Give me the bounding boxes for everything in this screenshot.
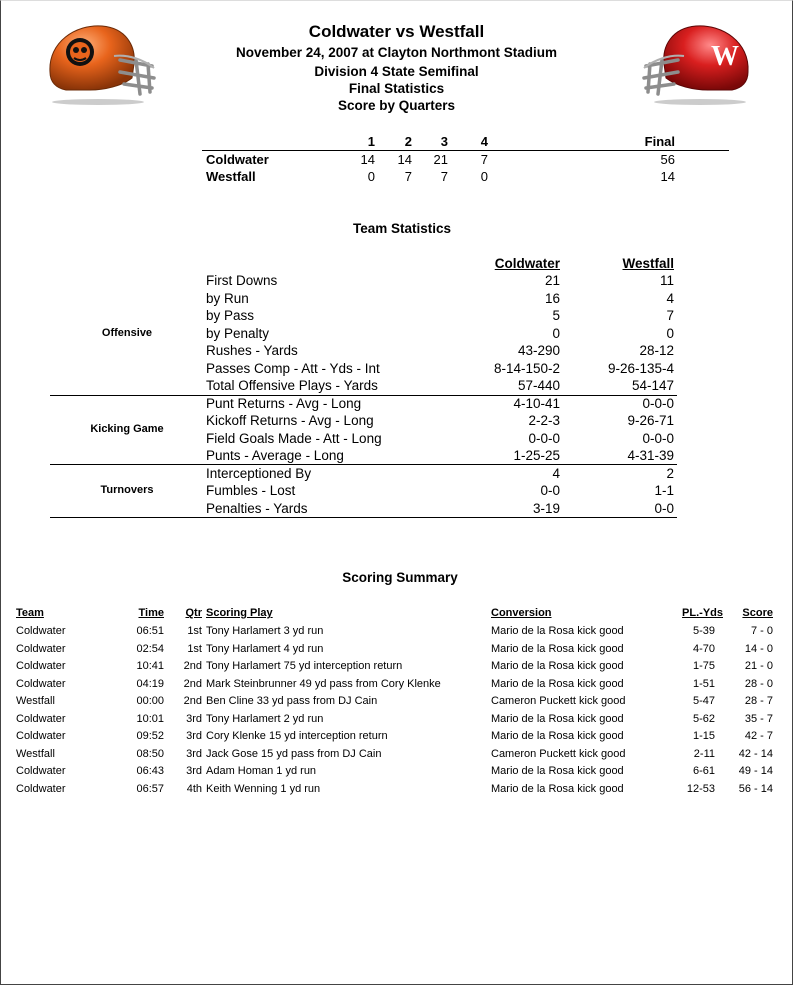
- quarter-header: 2: [404, 134, 412, 149]
- row-time: 06:43: [136, 765, 164, 777]
- quarter-score: 7: [480, 152, 488, 167]
- row-qtr: 4th: [186, 782, 202, 795]
- stat-label: Punts - Average - Long: [206, 448, 344, 463]
- row-conversion: Mario de la Rosa kick good: [491, 712, 624, 725]
- row-conversion: Mario de la Rosa kick good: [491, 677, 624, 690]
- row-conversion: Cameron Puckett kick good: [491, 695, 626, 707]
- row-pl-yds: 1-75: [692, 660, 715, 672]
- quarter-header: 3: [440, 134, 448, 149]
- row-pl-yds: 1-51: [692, 677, 715, 690]
- row-team: Coldwater: [16, 730, 66, 742]
- row-conversion: Mario de la Rosa kick good: [491, 730, 624, 742]
- westfall-stat: 2: [666, 465, 674, 481]
- row-pl-yds: 12-53: [686, 782, 715, 795]
- westfall-stat: 0-0: [654, 500, 674, 516]
- coldwater-stat: 0-0: [540, 483, 560, 498]
- quarter-score: 7: [404, 169, 412, 184]
- row-conversion: Mario de la Rosa kick good: [491, 765, 624, 777]
- row-pl-yds: 4-70: [692, 642, 715, 655]
- stat-label: Fumbles - Lost: [206, 483, 296, 498]
- game-date-location: November 24, 2007 at Clayton Northmont Stadium: [235, 45, 558, 60]
- page-title: Coldwater vs Westfall: [308, 22, 485, 41]
- row-scoring-play: Keith Wenning 1 yd run: [206, 782, 321, 795]
- coldwater-stat: 21: [544, 273, 560, 288]
- row-score: 49 - 14: [738, 765, 773, 777]
- row-score: 14 - 0: [744, 642, 773, 655]
- stat-label: Field Goals Made - Att - Long: [206, 430, 382, 446]
- coldwater-stat: 2-2-3: [528, 413, 560, 428]
- row-conversion: Mario de la Rosa kick good: [491, 625, 624, 637]
- row-team: Westfall: [16, 747, 55, 760]
- row-scoring-play: Tony Harlamert 2 yd run: [206, 712, 324, 725]
- row-score: 21 - 0: [744, 660, 773, 672]
- stat-label: First Downs: [206, 273, 278, 288]
- westfall-stat: 0-0-0: [642, 430, 674, 446]
- row-score: 28 - 7: [744, 695, 773, 707]
- row-qtr: 3rd: [186, 765, 202, 777]
- westfall-stat: 4-31-39: [627, 448, 674, 463]
- stat-label: Interceptioned By: [206, 465, 312, 481]
- col-header-scoring-play: Scoring Play: [206, 607, 273, 619]
- row-pl-yds: 1-15: [692, 730, 715, 742]
- row-time: 06:57: [136, 782, 164, 795]
- coldwater-stat: 1-25-25: [513, 448, 560, 463]
- col-header-qtr: Qtr: [185, 607, 202, 619]
- row-qtr: 2nd: [183, 660, 202, 672]
- row-team: Coldwater: [16, 625, 66, 637]
- row-pl-yds: 5-39: [692, 625, 715, 637]
- row-scoring-play: Jack Gose 15 yd pass from DJ Cain: [206, 747, 382, 760]
- row-scoring-play: Ben Cline 33 yd pass from DJ Cain: [206, 695, 378, 707]
- row-time: 00:00: [136, 695, 164, 707]
- final-header: Final: [644, 134, 675, 149]
- row-pl-yds: 6-61: [692, 765, 715, 777]
- row-time: 09:52: [136, 730, 164, 742]
- coldwater-stat: 4: [552, 465, 560, 481]
- row-time: 04:19: [136, 677, 164, 690]
- row-scoring-play: Tony Harlamert 4 yd run: [206, 642, 324, 655]
- division-label: Division 4 State Semifinal: [314, 64, 479, 79]
- row-score: 35 - 7: [744, 712, 773, 725]
- westfall-stat: 1-1: [654, 483, 674, 498]
- coldwater-stat: 43-290: [517, 343, 560, 358]
- col-header-time: Time: [138, 607, 164, 619]
- westfall-stat: 28-12: [639, 343, 674, 358]
- coldwater-stat: 4-10-41: [513, 395, 560, 411]
- row-qtr: 2nd: [183, 677, 202, 690]
- coldwater-stat: 57-440: [517, 378, 560, 393]
- row-time: 10:41: [136, 660, 164, 672]
- coldwater-stat: 3-19: [532, 500, 560, 516]
- stat-label: by Pass: [206, 308, 255, 323]
- row-conversion: Mario de la Rosa kick good: [491, 782, 624, 795]
- coldwater-stat: 16: [544, 290, 560, 306]
- stat-label: Rushes - Yards: [206, 343, 298, 358]
- row-conversion: Mario de la Rosa kick good: [491, 642, 624, 655]
- final-score: 56: [660, 152, 675, 167]
- row-time: 06:51: [136, 625, 164, 637]
- col-header-team: Team: [16, 607, 44, 619]
- category-offensive: Offensive: [101, 327, 153, 339]
- row-score: 28 - 0: [744, 677, 773, 690]
- row-scoring-play: Mark Steinbrunner 49 yd pass from Cory Klenke: [206, 677, 441, 690]
- stat-label: Total Offensive Plays - Yards: [206, 378, 378, 393]
- row-pl-yds: 5-47: [692, 695, 715, 707]
- westfall-stat: 4: [666, 290, 674, 306]
- coldwater-stat: 5: [552, 308, 560, 323]
- col-header-score: Score: [742, 607, 773, 619]
- quarter-header: 1: [367, 134, 375, 149]
- row-qtr: 1st: [187, 642, 202, 655]
- quarter-score: 7: [440, 169, 448, 184]
- quarter-score: 21: [433, 152, 448, 167]
- quarter-header: 4: [480, 134, 488, 149]
- row-team: Coldwater: [16, 782, 66, 795]
- stat-label: Kickoff Returns - Avg - Long: [206, 413, 374, 428]
- row-scoring-play: Tony Harlamert 75 yd interception return: [206, 660, 403, 672]
- quarter-score: 14: [360, 152, 375, 167]
- row-conversion: Cameron Puckett kick good: [491, 747, 626, 760]
- row-qtr: 3rd: [186, 730, 202, 742]
- stat-label: Penalties - Yards: [206, 500, 308, 516]
- row-team: Coldwater: [16, 642, 66, 655]
- row-qtr: 3rd: [186, 712, 202, 725]
- westfall-stat: 54-147: [631, 378, 674, 393]
- team-statistics-title: Team Statistics: [352, 221, 452, 236]
- row-conversion: Mario de la Rosa kick good: [491, 660, 624, 672]
- row-team: Westfall: [16, 695, 55, 707]
- stat-label: by Run: [206, 290, 249, 306]
- row-pl-yds: 5-62: [692, 712, 715, 725]
- col-header-conversion: Conversion: [491, 607, 552, 619]
- coldwater-column-header: Coldwater: [494, 256, 560, 271]
- row-score: 42 - 7: [744, 730, 773, 742]
- row-scoring-play: Adam Homan 1 yd run: [206, 765, 317, 777]
- westfall-stat: 9-26-71: [627, 413, 674, 428]
- team-name: Coldwater: [206, 152, 269, 167]
- westfall-column-header: Westfall: [622, 256, 674, 271]
- quarter-score: 0: [480, 169, 488, 184]
- row-team: Coldwater: [16, 677, 66, 690]
- row-qtr: 3rd: [186, 747, 202, 760]
- coldwater-stat: 0-0-0: [528, 430, 560, 446]
- row-team: Coldwater: [16, 712, 66, 725]
- row-qtr: 1st: [187, 625, 202, 637]
- row-score: 56 - 14: [738, 782, 773, 795]
- stat-label: Punt Returns - Avg - Long: [206, 395, 362, 411]
- quarter-score: 14: [397, 152, 412, 167]
- score-by-quarters-label: Score by Quarters: [337, 98, 456, 113]
- westfall-stat: 0: [666, 325, 674, 341]
- stat-label: by Penalty: [206, 325, 270, 341]
- westfall-stat: 0-0-0: [642, 395, 674, 411]
- row-team: Coldwater: [16, 660, 66, 672]
- team-name: Westfall: [206, 169, 256, 184]
- row-time: 10:01: [136, 712, 164, 725]
- row-pl-yds: 2-11: [693, 747, 715, 760]
- row-score: 7 - 0: [750, 625, 773, 637]
- westfall-stat: 9-26-135-4: [607, 360, 674, 376]
- scoring-summary-title: Scoring Summary: [342, 570, 458, 585]
- coldwater-stat: 8-14-150-2: [493, 360, 560, 376]
- stat-label: Passes Comp - Att - Yds - Int: [206, 360, 380, 376]
- row-scoring-play: Tony Harlamert 3 yd run: [206, 625, 324, 637]
- category-turnovers: Turnovers: [100, 484, 154, 496]
- row-time: 02:54: [136, 642, 164, 655]
- quarter-score: 0: [367, 169, 375, 184]
- col-header-pl-yds: PL.-Yds: [682, 607, 723, 619]
- westfall-stat: 7: [666, 308, 674, 323]
- coldwater-stat: 0: [552, 325, 560, 341]
- westfall-w-logo: W: [711, 41, 739, 72]
- final-score: 14: [660, 169, 675, 184]
- final-statistics-label: Final Statistics: [348, 81, 445, 96]
- category-kicking-game: Kicking Game: [90, 423, 164, 435]
- row-time: 08:50: [136, 747, 164, 760]
- row-qtr: 2nd: [183, 695, 202, 707]
- westfall-stat: 11: [659, 273, 674, 288]
- row-scoring-play: Cory Klenke 15 yd interception return: [206, 730, 388, 742]
- row-score: 42 - 14: [738, 747, 773, 760]
- row-team: Coldwater: [16, 765, 66, 777]
